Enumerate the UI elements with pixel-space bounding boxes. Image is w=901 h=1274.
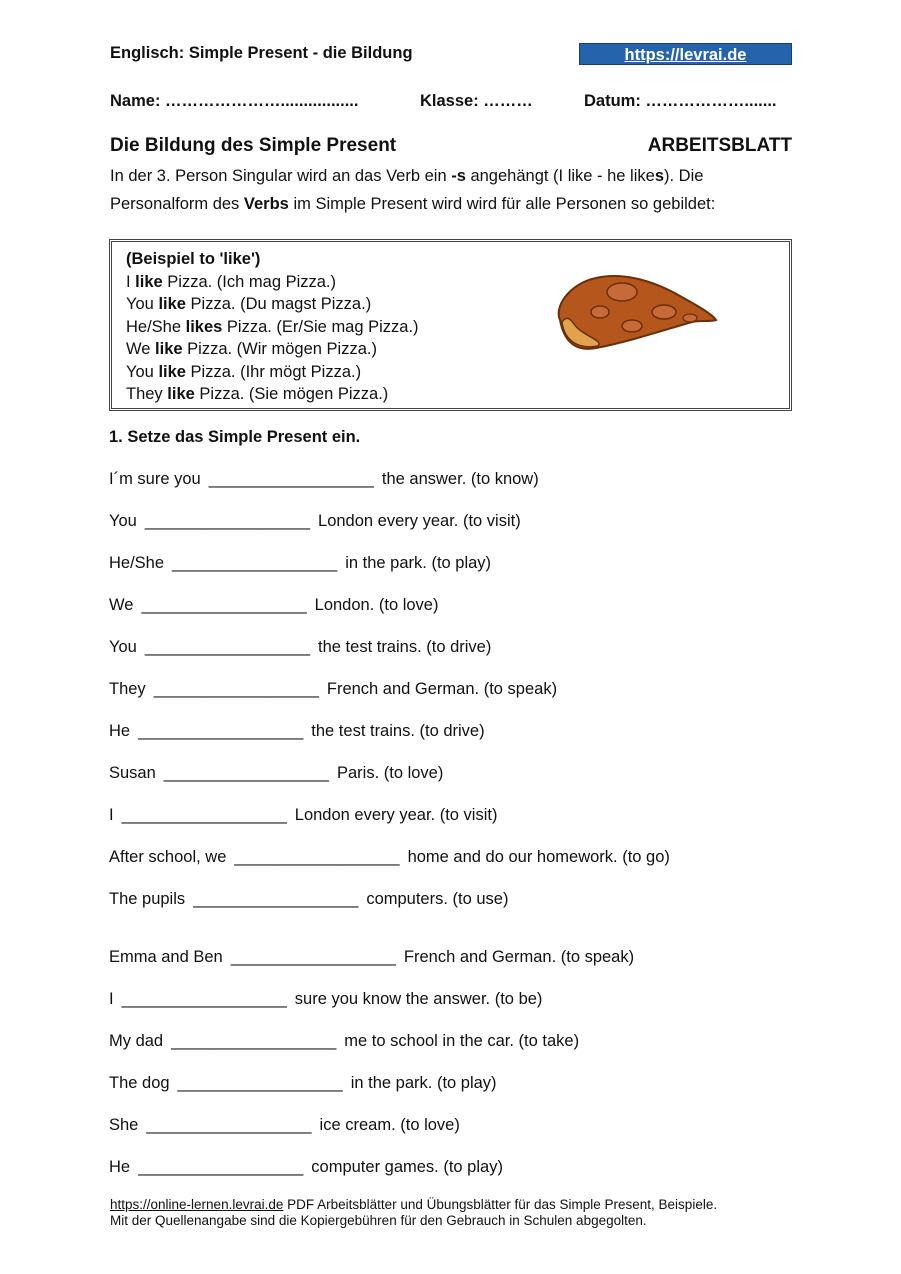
answer-blank[interactable]: __________________ (121, 990, 287, 1008)
exercise-row: You __________________ London every year. (to visit) (109, 512, 521, 530)
answer-blank[interactable]: __________________ (193, 890, 359, 908)
exercise-row: She __________________ ice cream. (to love) (109, 1116, 460, 1134)
name-field: Name: …………………................. (110, 92, 359, 110)
exercise-row: They __________________ French and German. (to speak) (109, 680, 558, 698)
example-line: I like Pizza. (Ich mag Pizza.) (126, 272, 337, 291)
example-line: You like Pizza. (Ihr mögt Pizza.) (126, 362, 362, 381)
answer-blank[interactable]: __________________ (163, 764, 329, 782)
answer-blank[interactable]: __________________ (234, 848, 400, 866)
section-title: Die Bildung des Simple Present (110, 135, 397, 156)
answer-blank[interactable]: __________________ (144, 512, 311, 530)
exercise-row: My dad __________________ me to school in the car. (to take) (109, 1032, 580, 1050)
exercise-row: The dog __________________ in the park. (to play) (109, 1074, 497, 1092)
exercise-row: The pupils __________________ computers. (to use) (109, 890, 509, 908)
example-lines (126, 248, 419, 406)
exercise-row: He/She __________________ in the park. (to play) (109, 554, 492, 572)
answer-blank[interactable]: __________________ (171, 1032, 337, 1050)
exercise-row: Emma and Ben __________________ French and German. (to speak) (109, 948, 635, 966)
exercise-row: You __________________ the test trains. (to drive) (109, 638, 492, 656)
answer-blank[interactable]: __________________ (138, 1158, 304, 1176)
exercise-row: He __________________ computer games. (to play) (109, 1158, 503, 1176)
exercise-row: After school, we __________________ home and do our homework. (to go) (109, 848, 670, 866)
answer-blank[interactable]: __________________ (208, 470, 374, 488)
exercise-row: I __________________ sure you know the answer. (to be) (109, 990, 543, 1008)
answer-blank[interactable]: __________________ (177, 1074, 343, 1092)
example-line: We like Pizza. (Wir mögen Pizza.) (126, 340, 377, 358)
answer-blank[interactable]: __________________ (121, 806, 287, 824)
footer: https://online-lernen.levrai.de PDF Arbeitsblätter und Übungsblätter für das Simple Present, Beispiele. Mit der Quellenangabe sind die Kopiergebühren für den Gebrauch in Schulen abgegolten. (110, 1197, 718, 1228)
worksheet-label: ARBEITSBLATT (647, 135, 792, 156)
example-heading: (Beispiel to 'like') (126, 250, 261, 268)
answer-blank[interactable]: __________________ (172, 554, 338, 572)
answer-blank[interactable]: __________________ (138, 722, 304, 740)
answer-blank[interactable]: __________________ (144, 638, 311, 656)
example-line: You like Pizza. (Du magst Pizza.) (126, 295, 372, 313)
exercise-row: I´m sure you __________________ the answer. (to know) (109, 470, 539, 488)
exercise-row: He __________________ the test trains. (to drive) (109, 722, 485, 740)
answer-blank[interactable]: __________________ (153, 680, 319, 698)
answer-blank[interactable]: __________________ (141, 596, 307, 614)
task-title: 1. Setze das Simple Present ein. (109, 428, 361, 446)
intro-text: In der 3. Person Singular wird an das Verb ein -s angehängt (I like - he likes). Die Personalform des Verbs im Simple Present wird wird für alle Personen so gebildet: (110, 167, 716, 213)
example-box (109, 239, 792, 411)
worksheet-header-title: Englisch: Simple Present - die Bildung (110, 44, 413, 62)
exercise-row: Susan __________________ Paris. (to love) (109, 764, 444, 782)
answer-blank[interactable]: __________________ (146, 1116, 312, 1134)
datum-field: Datum: ………………....... (584, 92, 777, 110)
exercise-row: I __________________ London every year. (to visit) (109, 806, 498, 824)
exercise-row: We __________________ London. (to love) (109, 596, 439, 614)
site-link[interactable]: https://levrai.de (579, 43, 792, 65)
footer-link[interactable]: https://online-lernen.levrai.de (110, 1197, 284, 1212)
answer-blank[interactable]: __________________ (230, 948, 396, 966)
klasse-field: Klasse: ……… (420, 92, 533, 110)
example-line: They like Pizza. (Sie mögen Pizza.) (126, 385, 389, 403)
pizza-slice-image (552, 270, 718, 354)
example-line: He/She likes Pizza. (Er/Sie mag Pizza.) (126, 317, 419, 336)
